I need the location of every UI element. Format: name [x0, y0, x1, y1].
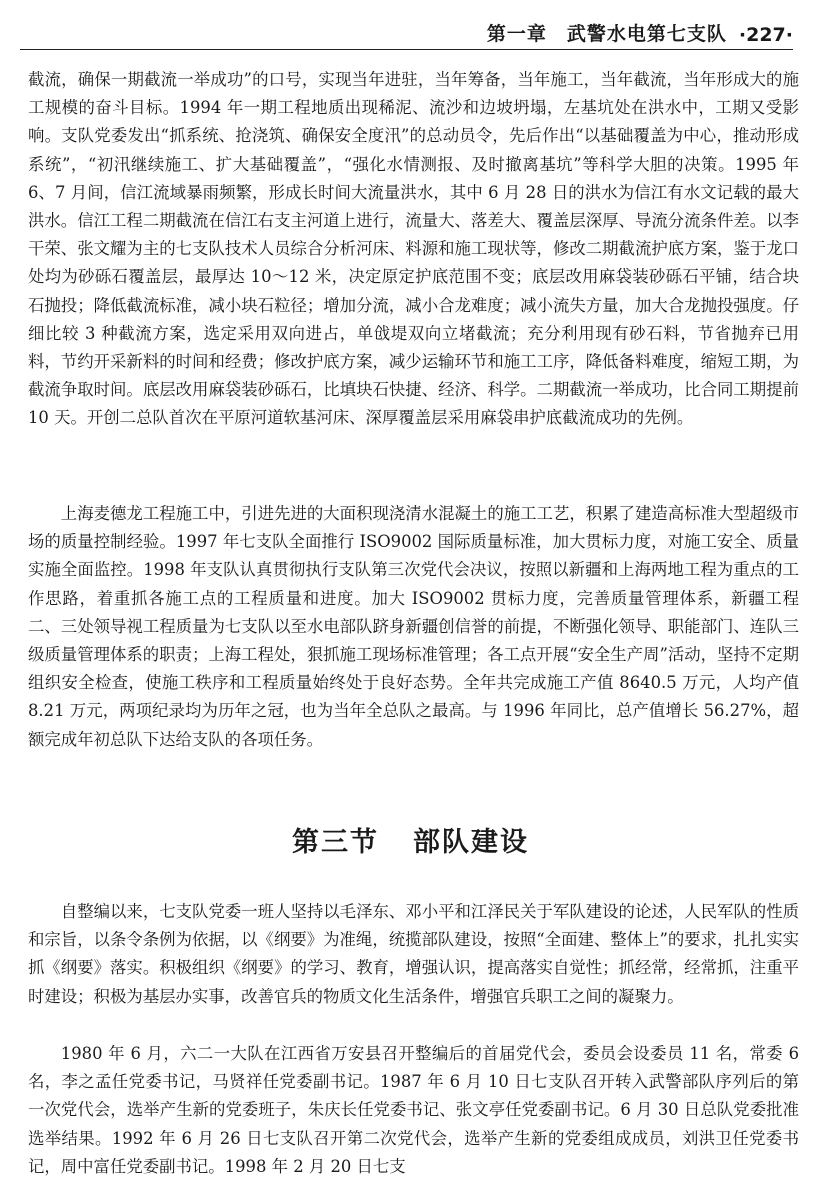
- section-number: 第三节: [292, 827, 379, 858]
- paragraph-2: 上海麦德龙工程施工中，引进先进的大面积现浇清水混凝土的施工工艺，积累了建造高标准大型超级市场的质量控制经验。1997 年七支队全面推行 ISO9002 国际质量标准，加大贯标力度，对施工安全、质量实施全面监控。1998 年支队认真贯彻执行支队第三次党代会决议，按照以新疆和上海两地工程为重点的工作思路，着重抓各施工点的工程质量和进度。加大 ISO9002 贯标力度，完善质量管理体系，新疆工程二、三处领导视工程质量为七支队以至水电部队跻身新疆创信誉的前提，不断强化领导、职能部门、连队三级质量管理体系的职责；上海工程处，狠抓施工现场标准管理；各工点开展“安全生产周”活动，坚持不定期组织安全检查，使施工秩序和工程质量始终处于良好态势。全年共完成施工产值 8640.5 万元，人均产值 8.21 万元，两项纪录均为历年之冠，也为当年全总队之最高。与 1996 年同比，总产值增长 56.27%，超额完成年初总队下达给支队的各项任务。: [28, 504, 799, 749]
- section-heading: [0, 820, 821, 859]
- page-number: ·227·: [738, 24, 793, 46]
- running-header: [20, 16, 793, 50]
- section-title-text: 部队建设: [413, 827, 529, 858]
- paragraph-4: 1980 年 6 月，六二一大队在江西省万安县召开整编后的首届党代会，委员会设委员 11 名，常委 6 名，李之孟任党委书记，马贤祥任党委副书记。1987 年 6 月 10 日七支队召开转入武警部队序列后的第一次党代会，选举产生新的党委班子，朱庆长任党委书记、张文亭任党委副书记。6 月 30 日总队党委批准选举结果。1992 年 6 月 26 日七支队召开第二次党代会，选举产生新的党委组成成员，刘洪卫任党委书记，周中富任党委副书记。1998 年 2 月 20 日七支: [28, 1044, 799, 1176]
- paragraph-3: 自整编以来，七支队党委一班人坚持以毛泽东、邓小平和江泽民关于军队建设的论述，人民军队的性质和宗旨，以条令条例为依据，以《纲要》为准绳，统揽部队建设，按照“全面建、整体上”的要求，扎扎实实抓《纲要》落实。积极组织《纲要》的学习、教育，增强认识，提高落实自觉性；抓经常，经常抓，注重平时建设；积极为基层办实事，改善官兵的物质文化生活条件，增强官兵职工之间的凝聚力。: [28, 902, 799, 1006]
- chapter-title: 第一章 武警水电第七支队: [486, 23, 727, 45]
- paragraph-1: 截流，确保一期截流一举成功”的口号，实现当年进驻，当年筹备，当年施工，当年截流，当年形成大的施工规模的奋斗目标。1994 年一期工程地质出现稀泥、流沙和边坡坍塌，左基坑处在洪水中，工期又受影响。支队党委发出“抓系统、抢浇筑、确保安全度汛”的总动员令，先后作出“以基础覆盖为中心，推动形成系统”，“初汛继续施工、扩大基础覆盖”，“强化水情测报、及时撤离基坑”等科学大胆的决策。1995 年 6、7 月间，信江流域暴雨频繁，形成长时间大流量洪水，其中 6 月 28 日的洪水为信江有水文记载的最大洪水。信江工程二期截流在信江右支主河道上进行，流量大、落差大、覆盖层深厚、导流分流条件差。以李干荣、张文耀为主的七支队技术人员综合分析河床、料源和施工现状等，修改二期截流护底方案，鉴于龙口处均为砂砾石覆盖层，最厚达 10～12 米，决定原定护底范围不变；底层改用麻袋装砂砾石平铺，结合块石抛投；降低截流标准，减小块石粒径；增加分流，减小合龙难度；减小流失方量，加大合龙抛投强度。仔细比较 3 种截流方案，选定采用双向进占，单戗堤双向立堵截流；充分利用现有砂石料，节省抛弃已用料，节约开采新料的时间和经费；修改护底方案，减少运输环节和施工工序，降低备料难度，缩短工期，为截流争取时间。底层改用麻袋装砂砾石，比填块石快捷、经济、科学。二期截流一举成功，比合同工期提前 10 天。开创二总队首次在平原河道软基河床、深厚覆盖层采用麻袋串护底截流成功的先例。: [28, 70, 799, 428]
